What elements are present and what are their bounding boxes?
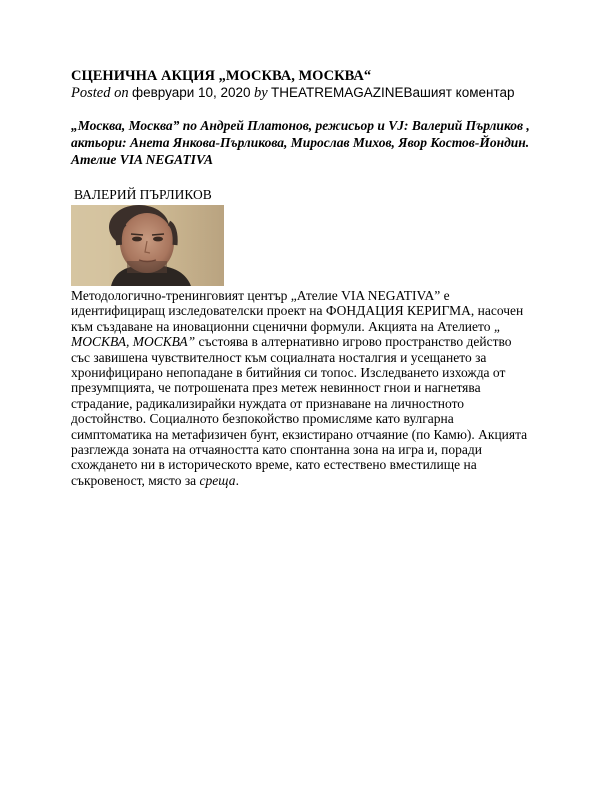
body-text-1: Методологично-тренинговият център „Ателие VIA NEGATIVA” е идентифициращ изследователски проект на ФОНДАЦИЯ КЕРИГМА, насочен към създаване на иновационни сценични формули. Акцията на Ателието bbox=[71, 288, 524, 334]
body-text-end: . bbox=[235, 472, 239, 488]
body-emphasis-meeting: среща bbox=[199, 472, 236, 488]
article-body bbox=[71, 288, 531, 488]
post-meta bbox=[71, 85, 531, 101]
body-text-2: състоява в алтернативно игрово пространство действо със завишена чувствителност към социалната носталгия и усещането за хронифицирано непопадане в битийния си топос. Изследването изхожда от презумпцията, че потрошената през метеж невинност гнои и нагнетява страдание, радикализирайки нуждата от признаване на личностното достойнство. Социалното безпокойство промисляме като вулгарна симптоматика на метафизичен бунт, екзистирано отчаяние (по Камю). Акцията разглежда зоната на отчаяността като спонтанна зона на игра и, поради схождането ни в историческото време, като естествено вместилище на съкровеност, място за bbox=[71, 334, 528, 488]
post-author[interactable]: THEATREMAGAZINE bbox=[271, 85, 404, 100]
article-title: СЦЕНИЧНА АКЦИЯ „МОСКВА, МОСКВА“ bbox=[71, 68, 372, 84]
article-subtitle: „Москва, Москва” по Андрей Платонов, режисьор и VJ: Валерий Пърликов , актьори: Анета Янкова-Пърликова, Мирослав Михов, Явор Костов-Йондин. Ателие VIA NEGATIVA bbox=[71, 118, 530, 167]
author-caption: ВАЛЕРИЙ ПЪРЛИКОВ bbox=[74, 187, 212, 202]
article bbox=[71, 68, 531, 488]
body-emphasis-title: „ МОСКВА, МОСКВА” bbox=[71, 318, 502, 350]
post-date[interactable]: февруари 10, 2020 bbox=[131, 85, 251, 100]
comment-link[interactable]: Вашият коментар bbox=[403, 85, 515, 100]
posted-on-label: Posted on bbox=[71, 85, 129, 101]
by-label: by bbox=[253, 85, 268, 101]
author-photo bbox=[71, 205, 224, 286]
